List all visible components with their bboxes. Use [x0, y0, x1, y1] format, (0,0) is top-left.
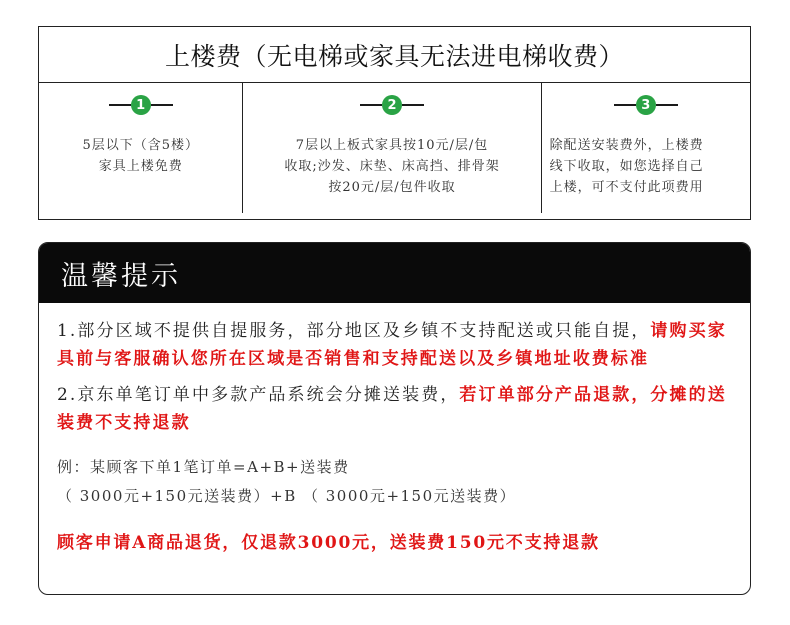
step-number-2-icon: 2: [382, 95, 402, 115]
tips-box: [38, 242, 751, 595]
step-line-right: [151, 104, 173, 106]
fee-column-3: [542, 83, 750, 219]
step-line-left: [614, 104, 636, 106]
fee-line: 线下收取，如您选择自己: [549, 159, 704, 174]
upstairs-fee-box: [38, 26, 751, 220]
tip-2-text: 2.京东单笔订单中多款产品系统会分摊送装费，: [57, 385, 460, 405]
tip-item-1: [57, 317, 730, 373]
step-marker-3: [614, 94, 678, 116]
tips-heading: 温馨提示: [39, 243, 750, 303]
step-number-1-icon: 1: [131, 95, 151, 115]
step-line-left: [360, 104, 382, 106]
fee-line: 上楼，可不支付此项费用: [549, 180, 704, 195]
tip-item-2: [57, 381, 730, 437]
fee-line: 5层以下（含5楼）: [82, 138, 199, 153]
fee-line: 7层以上板式家具按10元/层/包: [295, 138, 489, 153]
fee-columns: [39, 83, 750, 219]
fee-column-2: [243, 83, 540, 219]
refund-note: 顾客申请A商品退货，仅退款3000元，送装费150元不支持退款: [57, 533, 600, 553]
fee-line: 收取;沙发、床垫、床高挡、排骨架: [284, 159, 500, 174]
fee-line: 除配送安装费外，上楼费: [549, 138, 704, 153]
tip-1-highlight: 请购买家具前与客服确认您所在区域是否销售和支持配送以及乡镇地址收费标准: [57, 321, 727, 369]
fee-column-1: [39, 83, 242, 219]
step-marker-2: [360, 94, 424, 116]
step-number-3-icon: 3: [636, 95, 656, 115]
fee-column-3-text: [542, 135, 750, 198]
example-line-1: 例：某顾客下单1笔订单=A+B+送装费: [57, 458, 350, 476]
example-line-2: （ 3000元+150元送装费）+B （ 3000元+150元送装费）: [57, 487, 517, 505]
step-marker-1: [109, 94, 173, 116]
fee-line: 家具上楼免费: [98, 159, 183, 174]
tip-2-highlight: 若订单部分产品退款，分摊的送装费不支持退款: [57, 385, 727, 433]
step-line-right: [656, 104, 678, 106]
example-block: [57, 453, 730, 511]
fee-column-2-text: [274, 135, 509, 198]
step-line-right: [402, 104, 424, 106]
fee-line: 按20元/层/包件收取: [328, 180, 456, 195]
fee-title: 上楼费（无电梯或家具无法进电梯收费）: [39, 27, 750, 83]
tip-1-text: 1.部分区域不提供自提服务，部分地区及乡镇不支持配送或只能自提，: [57, 321, 651, 341]
fee-column-1-text: [82, 135, 199, 177]
step-line-left: [109, 104, 131, 106]
tips-body: [39, 303, 750, 553]
